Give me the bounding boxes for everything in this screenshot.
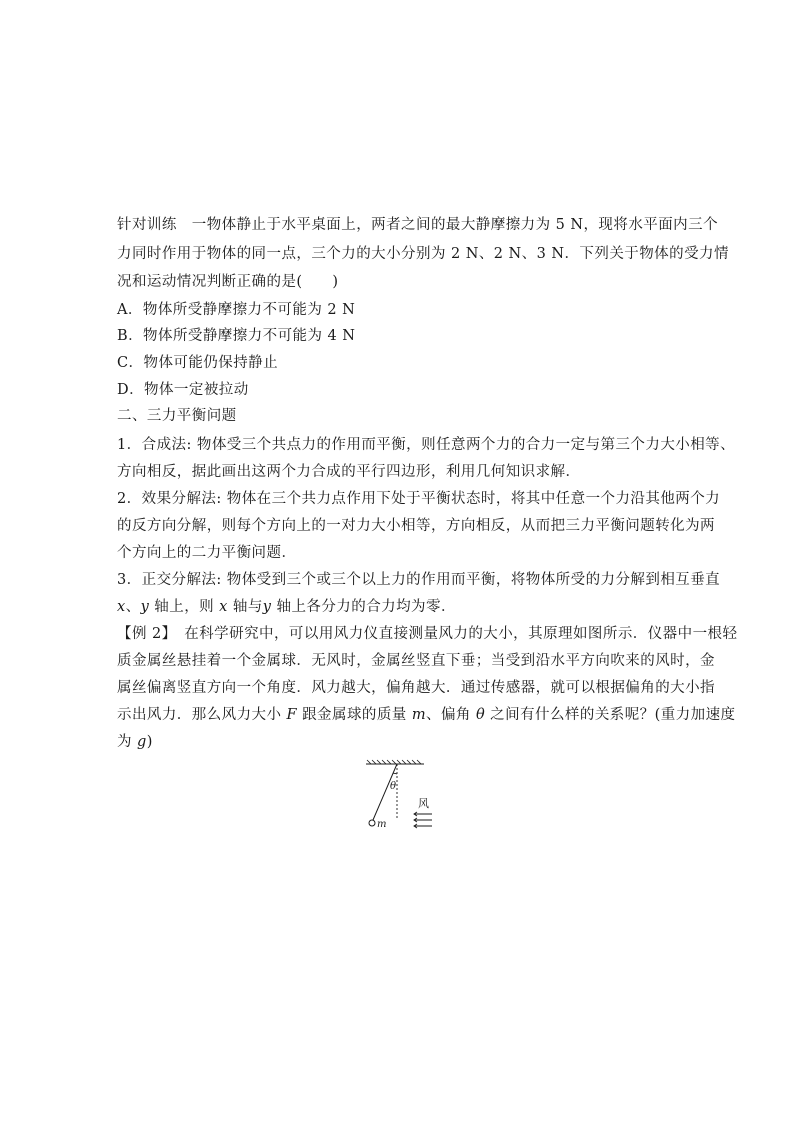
option-c: C．物体可能仍保持静止 (117, 355, 279, 371)
y-symbol: y (140, 599, 150, 615)
method-2-line-2: 的反方向分解，则每个方向上的一对力大小相等，方向相反，从而把三力平衡问题转化为两 (117, 518, 715, 534)
wind-arrows (414, 812, 432, 828)
angle-arc (393, 773, 397, 774)
wind-label: 风 (418, 797, 429, 810)
metal-ball (369, 820, 375, 826)
method-2-line-3: 个方向上的二力平衡问题． (117, 545, 297, 561)
practice-question-line-3: 况和运动情况判断正确的是( ) (117, 274, 339, 290)
option-a: A．物体所受静摩擦力不可能为 2 N (117, 302, 356, 318)
method-3-line-1: 3．正交分解法: 物体受到三个或三个以上力的作用而平衡，将物体所受的力分解到相互垂直 (117, 572, 721, 588)
option-b: B．物体所受静摩擦力不可能为 4 N (117, 328, 356, 344)
wind-gauge-figure (362, 760, 438, 840)
theta-symbol: θ (475, 707, 486, 723)
x-symbol: x (117, 599, 126, 615)
pendulum-diagram (362, 760, 438, 840)
example-2-line-3: 属丝偏离竖直方向一个角度．风力越大，偏角越大．通过传感器，就可以根据偏角的大小指 (117, 680, 715, 696)
method-3-line-2: x、y 轴上，则 x 轴与y 轴上各分力的合力均为零． (117, 599, 456, 615)
ceiling-hatching (367, 760, 421, 764)
practice-question-line-2: 力同时作用于物体的同一点，三个力的大小分别为 2 N、2 N、3 N．下列关于物体的受力情 (117, 246, 729, 262)
mass-symbol: m (411, 707, 427, 723)
method-2-line-1: 2．效果分解法: 物体在三个共力点作用下处于平衡状态时，将其中任意一个力沿其他两个力 (117, 491, 721, 507)
metal-wire (373, 764, 397, 820)
force-symbol: F (286, 707, 298, 723)
theta-label: θ (390, 781, 397, 792)
mass-label: m (377, 819, 387, 830)
section-heading: 二、三力平衡问题 (117, 408, 237, 424)
example-2-line-2: 质金属丝悬挂着一个金属球．无风时，金属丝竖直下垂；当受到沿水平方向吹来的风时，金 (117, 653, 715, 669)
example-2-line-1: 【例 2】 在科学研究中，可以用风力仪直接测量风力的大小，其原理如图所示．仪器中一根轻 (117, 626, 738, 642)
method-1-line-1: 1．合成法: 物体受三个共点力的作用而平衡，则任意两个力的合力一定与第三个力大小相等、 (117, 437, 736, 453)
practice-question-line-1: 针对训练 一物体静止于水平桌面上，两者之间的最大静摩擦力为 5 N，现将水平面内三个 (117, 217, 719, 233)
example-2-line-4: 示出风力．那么风力大小 F 跟金属球的质量 m、偏角 θ 之间有什么样的关系呢？(重力加速度 (117, 707, 736, 723)
method-1-line-2: 方向相反，据此画出这两个力合成的平行四边形，利用几何知识求解． (117, 464, 581, 480)
gravity-symbol: g (137, 734, 147, 750)
option-d: D．物体一定被拉动 (117, 382, 249, 398)
example-2-line-5: 为 g) (117, 734, 153, 750)
